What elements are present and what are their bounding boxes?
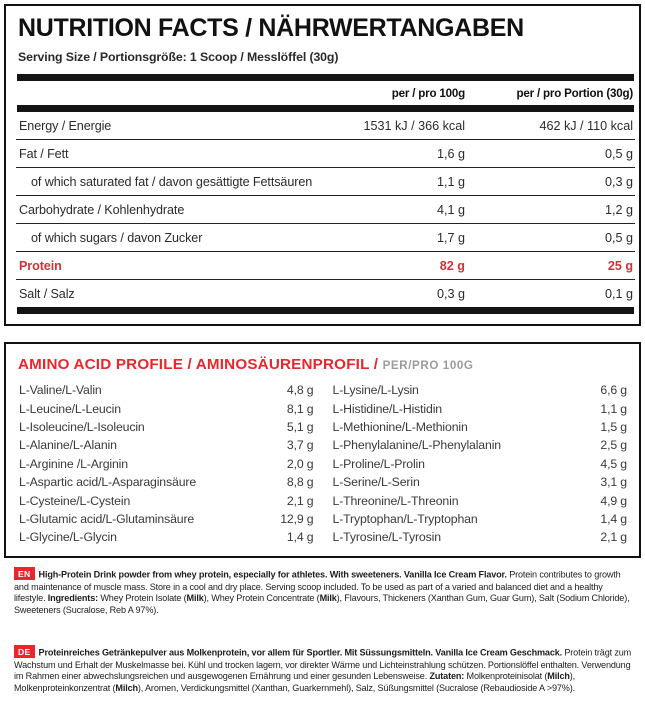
de-ingredients-c: ), Aromen, Verdickungsmittel (Xanthan, Guarkernmehl), Salz, Süßungsmittel (Sucralose (Rebaudioside A >97%). — [137, 683, 575, 694]
amino-grid — [16, 381, 629, 547]
amino-value: 4,5 g — [600, 456, 627, 471]
amino-name: L-Leucine/L-Leucin — [19, 401, 121, 416]
nutrient-value-per-100g: 1,6 g — [334, 140, 480, 168]
amino-value: 1,5 g — [600, 419, 627, 434]
amino-row — [16, 528, 323, 546]
amino-name: L-Tyrosine/L-Tyrosin — [332, 530, 441, 545]
en-body-text: Protein contributes to growth and maintenance of muscle mass. Store in a cool and dry place. Serving scoop included. To be used as part of a varied and balanced diet and a healthy lifestyle. — [14, 569, 621, 604]
amino-row — [323, 455, 630, 473]
amino-row — [16, 436, 323, 454]
en-ingredients-a: Whey Protein Isolate ( — [97, 593, 187, 604]
amino-value: 3,1 g — [600, 475, 627, 490]
nutrient-value-per-portion: 1,2 g — [480, 196, 635, 224]
amino-value: 6,6 g — [600, 383, 627, 398]
amino-title-main: AMINO ACID PROFILE / AMINOSÄURENPROFIL — [18, 356, 370, 373]
amino-table-right — [323, 381, 630, 547]
amino-name: L-Isoleucine/L-Isoleucin — [19, 419, 145, 434]
en-allergen-milk-2: Milk — [319, 593, 337, 604]
language-badge-de: DE — [14, 645, 35, 658]
table-row — [16, 252, 635, 280]
amino-row — [16, 381, 323, 399]
amino-name: L-Histidine/L-Histidin — [332, 401, 442, 416]
amino-row — [323, 528, 630, 546]
amino-value: 2,1 g — [600, 530, 627, 545]
en-lead-text: High-Protein Drink powder from whey protein, especially for athletes. With sweeteners. Vanilla Ice Cream Flavor. — [38, 569, 507, 580]
amino-name: L-Serine/L-Serin — [332, 475, 420, 490]
nutrient-value-per-portion: 0,3 g — [480, 168, 635, 196]
page-title: NUTRITION FACTS / NÄHRWERTANGABEN — [18, 14, 524, 42]
en-ingredients-b: ), Whey Protein Concentrate ( — [203, 593, 320, 604]
amino-value: 4,9 g — [600, 493, 627, 508]
amino-value: 12,9 g — [280, 511, 314, 526]
table-header-row — [16, 81, 635, 105]
amino-row — [323, 381, 630, 399]
nutrition-rows — [16, 112, 635, 307]
amino-name: L-Tryptophan/L-Tryptophan — [332, 511, 478, 526]
nutrient-name: of which sugars / davon Zucker — [16, 224, 334, 252]
amino-value: 1,4 g — [600, 511, 627, 526]
table-rule-bottom — [16, 307, 635, 314]
nutrient-name: Protein — [16, 252, 334, 280]
table-row — [16, 112, 635, 140]
amino-value: 4,8 g — [286, 383, 314, 398]
amino-table-left — [16, 381, 323, 547]
amino-row — [16, 473, 323, 491]
table-row — [16, 168, 635, 196]
de-ingredients-label: Zutaten: — [429, 671, 465, 682]
column-header-name — [16, 81, 334, 105]
nutrient-value-per-100g: 0,3 g — [334, 280, 480, 308]
amino-name: L-Aspartic acid/L-Asparaginsäure — [19, 475, 197, 490]
amino-name: L-Lysine/L-Lysin — [332, 383, 419, 398]
amino-row — [323, 510, 630, 528]
table-row — [16, 280, 635, 308]
column-header-per-portion: per / pro Portion (30g) — [516, 86, 634, 100]
de-lead-text: Proteinreiches Getränkepulver aus Molkenprotein, vor allem für Sportler. Mit Süssungsmitteln. Vanilla Ice Cream Geschmack. — [38, 647, 563, 658]
amino-value: 3,7 g — [286, 438, 314, 453]
table-row — [16, 224, 635, 252]
de-ingredients-a: Molkenproteinisolat ( — [464, 671, 548, 682]
amino-value: 2,0 g — [286, 456, 314, 471]
german-description-block — [14, 645, 635, 695]
nutrient-value-per-100g: 1531 kJ / 366 kcal — [363, 118, 465, 133]
nutrient-value-per-portion: 25 g — [480, 252, 635, 280]
amino-name: L-Cysteine/L-Cystein — [19, 493, 131, 508]
nutrient-name: Salt / Salz — [16, 280, 334, 308]
amino-value: 2,5 g — [600, 438, 627, 453]
amino-name: L-Glycine/L-Glycin — [19, 530, 117, 545]
amino-column-left — [16, 381, 323, 547]
column-header-per-100g: per / pro 100g — [391, 86, 465, 100]
nutrition-table-body — [16, 74, 635, 112]
en-ingredients-label: Ingredients: — [47, 593, 98, 604]
amino-profile-title — [18, 356, 629, 373]
amino-row — [16, 418, 323, 436]
amino-value: 8,8 g — [286, 475, 314, 490]
nutrient-name: Fat / Fett — [16, 140, 334, 168]
amino-name: L-Threonine/L-Threonin — [332, 493, 459, 508]
amino-value: 2,1 g — [286, 493, 314, 508]
nutrition-facts-panel — [4, 4, 641, 326]
nutrient-value-per-portion: 0,5 g — [480, 224, 635, 252]
amino-name: L-Methionine/L-Methionin — [332, 419, 468, 434]
table-rule-header — [16, 105, 635, 112]
en-allergen-milk-1: Milk — [186, 593, 204, 604]
amino-row — [16, 510, 323, 528]
amino-value: 8,1 g — [286, 401, 314, 416]
amino-column-right — [323, 381, 630, 547]
amino-row — [323, 473, 630, 491]
de-allergen-milch-1: Milch — [547, 671, 570, 682]
nutrient-value-per-portion: 0,1 g — [480, 280, 635, 308]
amino-row — [323, 418, 630, 436]
amino-title-suffix: PER/PRO 100G — [382, 359, 474, 372]
amino-rows-right — [323, 381, 630, 547]
amino-value: 5,1 g — [286, 419, 314, 434]
nutrition-rule-bottom-group — [16, 307, 635, 314]
amino-row — [323, 399, 630, 417]
table-rule-top — [16, 74, 635, 81]
nutrition-table — [16, 74, 635, 314]
nutrient-value-per-100g: 1,1 g — [334, 168, 480, 196]
amino-name: L-Phenylalanine/L-Phenylalanin — [332, 438, 501, 453]
amino-value: 1,1 g — [600, 401, 627, 416]
english-description-block — [14, 567, 635, 617]
de-ingredients-b: ), Molkenproteinkonzentrat ( — [14, 671, 576, 694]
amino-row — [16, 491, 323, 509]
amino-row — [323, 491, 630, 509]
amino-name: L-Glutamic acid/L-Glutaminsäure — [19, 511, 195, 526]
amino-title-slash: / — [373, 356, 379, 373]
amino-name: L-Valine/L-Valin — [19, 383, 102, 398]
amino-value: 1,4 g — [286, 530, 314, 545]
amino-name: L-Proline/L-Prolin — [332, 456, 425, 471]
amino-name: L-Arginine /L-Arginin — [19, 456, 128, 471]
serving-size-text: Serving Size / Portionsgröße: 1 Scoop / Messlöffel (30g) — [18, 50, 339, 65]
de-body-text: Protein trägt zum Wachstum und Erhalt der Muskelmasse bei. Kühl und trocken lagern, vor direkter Wärme und Lichteinstrahlung schützen. Portionslöffel enthalten. Verwendung im Rahmen einer abwechslungsreichen und ausgewogenen Ernährung und einer gesunden Lebensweise. — [14, 647, 632, 682]
amino-row — [323, 436, 630, 454]
nutrient-value-per-100g: 4,1 g — [334, 196, 480, 224]
amino-name: L-Alanine/L-Alanin — [19, 438, 117, 453]
amino-row — [16, 399, 323, 417]
nutrient-value-per-portion: 0,5 g — [480, 140, 635, 168]
nutrient-value-per-100g: 82 g — [334, 252, 480, 280]
amino-acid-panel — [4, 342, 641, 558]
table-row — [16, 140, 635, 168]
language-badge-en: EN — [14, 567, 35, 580]
de-allergen-milch-2: Milch — [115, 683, 138, 694]
en-ingredients-c: ), Flavours, Thickeners (Xanthan Gum, Guar Gum), Salt (Sodium Chloride), Sweeteners (Sucralose, Reb A 97%). — [14, 593, 630, 616]
table-row — [16, 196, 635, 224]
nutrient-name: Energy / Energie — [19, 118, 112, 133]
amino-row — [16, 455, 323, 473]
nutrient-name: Carbohydrate / Kohlenhydrate — [16, 196, 334, 224]
nutrient-value-per-portion: 462 kJ / 110 kcal — [539, 118, 634, 133]
nutrient-value-per-100g: 1,7 g — [334, 224, 480, 252]
nutrient-name: of which saturated fat / davon gesättigte Fettsäuren — [16, 168, 334, 196]
amino-rows-left — [16, 381, 323, 547]
